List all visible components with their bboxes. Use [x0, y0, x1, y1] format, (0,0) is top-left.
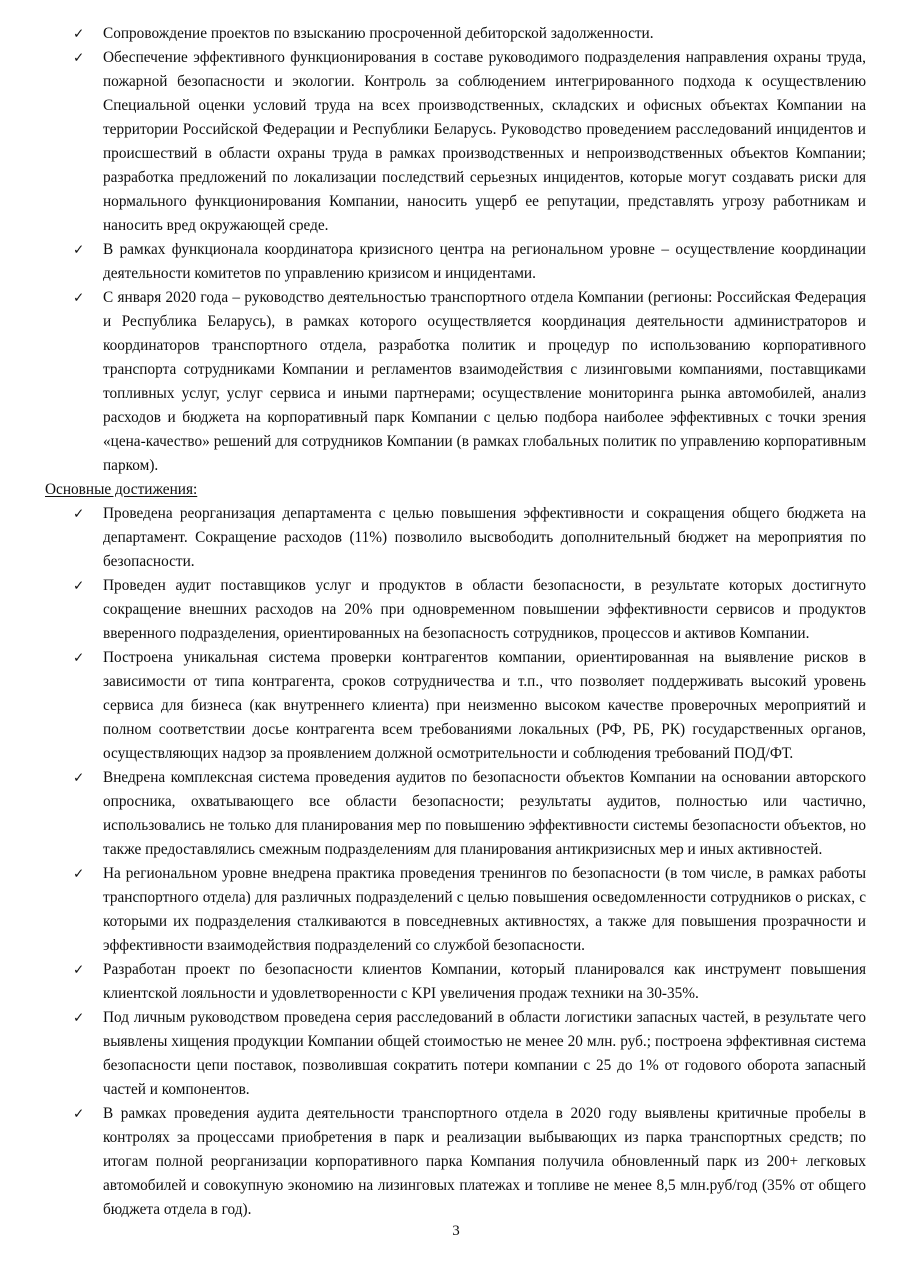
- list-item-text: Под личным руководством проведена серия расследований в области логистики запасных частей, в результате чего выявлены хищения продукции Компании общей стоимостью не менее 20 млн. руб.; построена эффективная система безопасности цепи поставок, позволившая сократить потери компании с 25 до 1% от годового оборота запасный частей и компонентов.: [103, 1009, 866, 1098]
- checkmark-icon: ✓: [73, 650, 85, 666]
- checkmark-icon: ✓: [73, 578, 85, 594]
- list-item: [45, 502, 866, 574]
- list-item-text: В рамках функционала координатора кризисного центра на региональном уровне – осуществление координации деятельности комитетов по управлению кризисом и инцидентами.: [103, 241, 866, 282]
- checkmark-icon: ✓: [73, 26, 85, 42]
- achievements-heading: Основные достижения:: [45, 481, 198, 498]
- list-item-text: Проведен аудит поставщиков услуг и продуктов в области безопасности, в результате которых достигнуто сокращение внешних расходов на 20% при одновременном повышении эффективности сервисов и продуктов вверенного подразделения, ориентированных на безопасность сотрудников, процессов и активов Компании.: [103, 577, 866, 642]
- list-item-text: Сопровождение проектов по взысканию просроченной дебиторской задолженности.: [103, 25, 654, 42]
- list-item: [45, 862, 866, 958]
- list-item: [45, 766, 866, 862]
- list-item-text: На региональном уровне внедрена практика проведения тренингов по безопасности (в том числе, в рамках работы транспортного отдела) для различных подразделений с целью повышения осведомленности сотрудников о рисках, с которыми их подразделения сталкиваются в повседневных активностях, а также для повышения прозрачности и эффективности взаимодействия подразделений со службой безопасности.: [103, 865, 866, 954]
- checkmark-icon: ✓: [73, 290, 85, 306]
- list-item-text: Внедрена комплексная система проведения аудитов по безопасности объектов Компании на основании авторского опросника, охватывающего все области безопасности; результаты аудитов, полностью или частично, использовались не только для планирования мер по повышению эффективности системы безопасности объектов, но также предоставлялись смежным подразделениям для планирования антикризисных мер и иных активностей.: [103, 769, 866, 858]
- list-item: [45, 574, 866, 646]
- list-item: [45, 46, 866, 238]
- list-item-text: Обеспечение эффективного функционирования в составе руководимого подразделения направления охраны труда, пожарной безопасности и экологии. Контроль за соблюдением интегрированного подхода к осуществлению Специальной оценки условий труда на всех производственных, складских и офисных объектах Компании на территории Российской Федерации и Республики Беларусь. Руководство проведением расследований инцидентов и происшествий в области охраны труда в рамках производственных и непроизводственных объектов Компании; разработка предложений по локализации последствий серьезных инцидентов, которые могут создавать риски для нормального функционирования Компании, наносить ущерб ее репутации, представлять угрозу работникам и наносить вред окружающей среде.: [103, 49, 866, 234]
- page-number: 3: [452, 1223, 460, 1239]
- checkmark-icon: ✓: [73, 962, 85, 978]
- checkmark-icon: ✓: [73, 1106, 85, 1122]
- list-item: [45, 958, 866, 1006]
- document-body: [45, 22, 866, 1222]
- list-item-text: В рамках проведения аудита деятельности транспортного отдела в 2020 году выявлены критичные пробелы в контролях за процессами приобретения в парк и реализации выбывающих из парка транспортных средств; по итогам полной реорганизации корпоративного парка Компания получила обновленный парк из 200+ легковых автомобилей и совокупную экономию на лизинговых платежах и топливе не менее 8,5 млн.руб/год (35% от общего бюджета отдела в год).: [103, 1105, 866, 1218]
- list-item: [45, 286, 866, 478]
- list-item-text: Разработан проект по безопасности клиентов Компании, который планировался как инструмент повышения клиентской лояльности и удовлетворенности с KPI увеличения продаж техники на 30-35%.: [103, 961, 866, 1002]
- checkmark-icon: ✓: [73, 866, 85, 882]
- checkmark-icon: ✓: [73, 770, 85, 786]
- list-item: [45, 22, 866, 46]
- list-item: [45, 1006, 866, 1102]
- checkmark-icon: ✓: [73, 506, 85, 522]
- checkmark-icon: ✓: [73, 1010, 85, 1026]
- list-item-text: С января 2020 года – руководство деятельностью транспортного отдела Компании (регионы: Российская Федерация и Республика Беларусь), в рамках которого осуществляется координация деятельности администраторов и координаторов транспортного отдела, разработка политик и процедур по использованию корпоративного транспорта сотрудниками Компании и регламентов взаимодействия с лизинговыми компаниями, поставщиками топливных услуг, услуг сервиса и иными партнерами; осуществление мониторинга рынка автомобилей, анализ расходов и бюджета на корпоративный парк Компании с целью подбора наиболее эффективных с точки зрения «цена-качество» решений для сотрудников Компании (в рамках глобальных политик по управлению корпоративным парком).: [103, 289, 866, 474]
- list-item: [45, 646, 866, 766]
- checkmark-icon: ✓: [73, 242, 85, 258]
- list-item-text: Проведена реорганизация департамента с целью повышения эффективности и сокращения общего бюджета на департамент. Сокращение расходов (11%) позволило высвободить дополнительный бюджет на мероприятия по безопасности.: [103, 505, 866, 570]
- checkmark-icon: ✓: [73, 50, 85, 66]
- list-item: [45, 1102, 866, 1222]
- achievements-list: [45, 502, 866, 1222]
- list-item-text: Построена уникальная система проверки контрагентов компании, ориентированная на выявление рисков в зависимости от типа контрагента, сроков сотрудничества и т.п., что позволяет поддерживать высокий уровень сервиса для бизнеса (как внутреннего клиента) при неизменно высоком качестве проверочных мероприятий и полном соответствии досье контрагента всем требованиями локальных (РФ, РБ, РК) государственных органов, осуществляющих надзор за проявлением должной осмотрительности и соблюдения требований ПОД/ФТ.: [103, 649, 866, 762]
- responsibilities-list: [45, 22, 866, 478]
- list-item: [45, 238, 866, 286]
